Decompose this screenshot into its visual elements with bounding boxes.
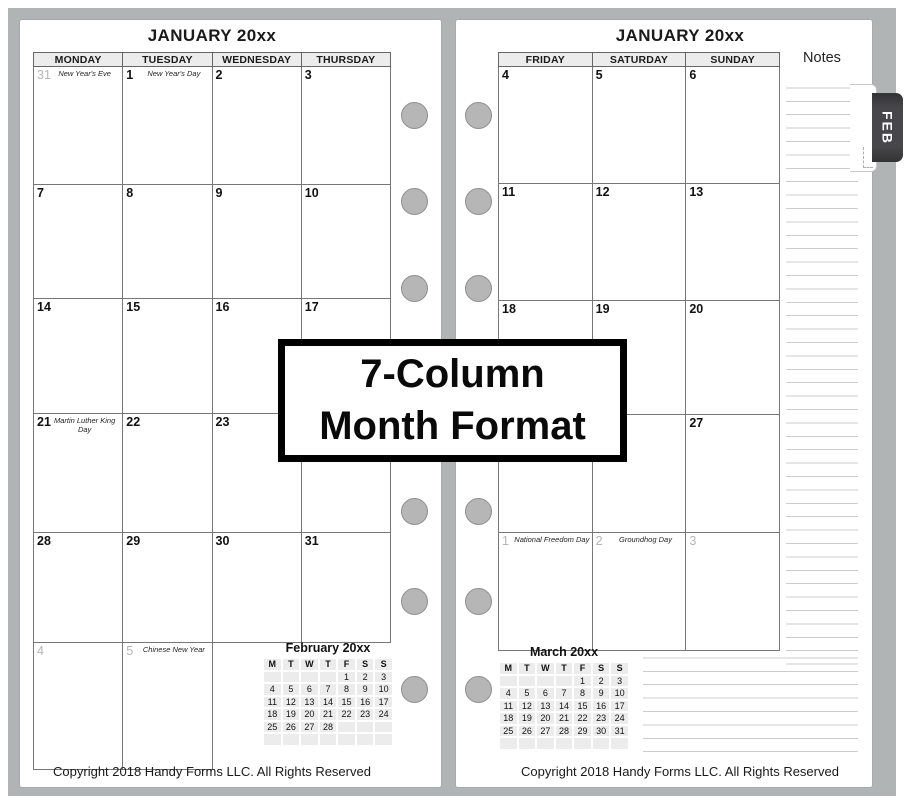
mini-day-cell: 26 bbox=[519, 726, 536, 737]
mini-day-cell bbox=[556, 738, 573, 749]
day-number: 18 bbox=[502, 302, 516, 316]
mini-day-cell: 12 bbox=[283, 697, 300, 708]
mini-day-cell: 10 bbox=[375, 684, 392, 695]
mini-day-cell: 8 bbox=[338, 684, 355, 695]
day-cell bbox=[34, 414, 123, 533]
binder-hole bbox=[465, 188, 492, 215]
mini-day-cell: 19 bbox=[519, 713, 536, 724]
binder-hole bbox=[401, 676, 428, 703]
mini-day-cell bbox=[320, 672, 337, 683]
mini-day-cell bbox=[519, 738, 536, 749]
mini-day-cell: 7 bbox=[320, 684, 337, 695]
notes-label: Notes bbox=[803, 50, 841, 66]
day-number: 4 bbox=[502, 68, 509, 82]
mini-day-cell: 1 bbox=[338, 672, 355, 683]
mini-day-cell bbox=[320, 734, 337, 745]
mini-calendar-title: February 20xx bbox=[285, 641, 371, 655]
mini-day-cell: 25 bbox=[264, 722, 281, 733]
mini-day-cell bbox=[264, 672, 281, 683]
mini-day-cell: 28 bbox=[556, 726, 573, 737]
mini-day-cell: 1 bbox=[574, 676, 591, 687]
day-header: SUNDAY bbox=[686, 53, 780, 67]
day-cell bbox=[592, 184, 686, 301]
mini-day-cell: 14 bbox=[556, 701, 573, 712]
mini-calendar-grid bbox=[498, 661, 630, 751]
mini-day-cell: 20 bbox=[301, 709, 318, 720]
mini-day-cell: 16 bbox=[593, 701, 610, 712]
binder-hole bbox=[465, 588, 492, 615]
day-cell bbox=[212, 533, 301, 643]
mini-day-cell bbox=[500, 738, 517, 749]
holiday-label: New Year's Day bbox=[147, 69, 201, 78]
day-cell bbox=[301, 185, 390, 299]
mini-day-cell bbox=[556, 676, 573, 687]
mini-day-header: T bbox=[283, 659, 300, 670]
binder-hole bbox=[465, 275, 492, 302]
day-cell bbox=[592, 67, 686, 184]
day-number: 23 bbox=[215, 415, 230, 429]
day-number: 16 bbox=[215, 300, 230, 314]
day-number: 13 bbox=[689, 185, 704, 199]
day-cell bbox=[686, 184, 780, 301]
day-number: 17 bbox=[304, 300, 319, 314]
feb-tab bbox=[872, 93, 903, 162]
day-number: 3 bbox=[304, 68, 312, 82]
mini-day-cell: 24 bbox=[375, 709, 392, 720]
day-cell bbox=[592, 533, 686, 651]
day-number: 5 bbox=[595, 68, 603, 82]
mini-day-header: S bbox=[593, 663, 610, 674]
mini-day-cell: 12 bbox=[519, 701, 536, 712]
mini-day-cell: 27 bbox=[537, 726, 554, 737]
copyright-left: Copyright 2018 Handy Forms LLC. All Rights Reserved bbox=[53, 764, 371, 779]
day-cell bbox=[499, 184, 593, 301]
mini-day-cell: 10 bbox=[611, 688, 628, 699]
notes-ruled-lines bbox=[786, 75, 858, 665]
left-month-title: JANUARY 20xx bbox=[147, 26, 277, 45]
mini-day-cell: 30 bbox=[593, 726, 610, 737]
mini-day-header: T bbox=[320, 659, 337, 670]
day-cell bbox=[34, 643, 123, 770]
day-number: 10 bbox=[304, 186, 319, 200]
mini-calendar-march bbox=[498, 645, 630, 751]
day-number: 9 bbox=[215, 186, 223, 200]
day-number: 3 bbox=[689, 534, 697, 548]
mini-day-cell: 8 bbox=[574, 688, 591, 699]
right-month-title: JANUARY 20xx bbox=[615, 26, 745, 45]
mini-day-cell: 22 bbox=[338, 709, 355, 720]
day-number: 4 bbox=[37, 644, 44, 658]
day-number: 11 bbox=[502, 185, 516, 199]
mini-day-cell: 5 bbox=[519, 688, 536, 699]
mini-day-cell: 14 bbox=[320, 697, 337, 708]
mini-day-header: W bbox=[301, 659, 318, 670]
mini-day-cell: 13 bbox=[537, 701, 554, 712]
day-number: 27 bbox=[689, 416, 704, 430]
holiday-label: Chinese New Year bbox=[142, 645, 205, 654]
binder-hole bbox=[465, 102, 492, 129]
mini-day-header: M bbox=[264, 659, 281, 670]
mini-day-header: T bbox=[519, 663, 536, 674]
mini-day-cell: 18 bbox=[264, 709, 281, 720]
binder-hole bbox=[465, 498, 492, 525]
mini-day-cell: 24 bbox=[611, 713, 628, 724]
holiday-label: New Year's Eve bbox=[58, 69, 111, 78]
day-cell bbox=[212, 185, 301, 299]
mini-day-cell: 18 bbox=[500, 713, 517, 724]
day-cell bbox=[301, 533, 390, 643]
day-number: 1 bbox=[126, 68, 134, 82]
mini-day-cell: 11 bbox=[500, 701, 517, 712]
binder-hole bbox=[401, 275, 428, 302]
mini-day-cell bbox=[301, 672, 318, 683]
mini-day-cell: 7 bbox=[556, 688, 573, 699]
mini-day-cell: 21 bbox=[556, 713, 573, 724]
mini-day-header: F bbox=[338, 659, 355, 670]
mini-day-cell bbox=[338, 734, 355, 745]
day-number: 14 bbox=[37, 300, 51, 314]
day-cell bbox=[686, 533, 780, 651]
day-cell bbox=[34, 533, 123, 643]
day-number: 31 bbox=[304, 534, 319, 548]
day-number: 19 bbox=[595, 302, 610, 316]
mini-day-cell: 3 bbox=[375, 672, 392, 683]
day-number: 29 bbox=[126, 534, 141, 548]
mini-day-cell: 20 bbox=[537, 713, 554, 724]
day-cell bbox=[686, 301, 780, 415]
day-header: SATURDAY bbox=[592, 53, 686, 67]
mini-day-cell: 4 bbox=[500, 688, 517, 699]
mini-day-cell bbox=[375, 734, 392, 745]
day-cell bbox=[499, 533, 593, 651]
mini-day-cell bbox=[519, 676, 536, 687]
mini-day-cell: 15 bbox=[338, 697, 355, 708]
binder-hole bbox=[401, 588, 428, 615]
mini-day-cell: 11 bbox=[264, 697, 281, 708]
day-header: WEDNESDAY bbox=[212, 53, 301, 67]
mini-calendar-february bbox=[262, 641, 394, 747]
mini-day-cell: 23 bbox=[593, 713, 610, 724]
mini-day-cell: 16 bbox=[357, 697, 374, 708]
mini-day-cell: 28 bbox=[320, 722, 337, 733]
day-cell bbox=[301, 67, 390, 185]
day-number: 31 bbox=[37, 68, 51, 82]
day-number: 7 bbox=[37, 186, 44, 200]
day-number: 1 bbox=[502, 534, 509, 548]
format-overlay bbox=[278, 339, 627, 462]
mini-day-header: T bbox=[556, 663, 573, 674]
feb-tab-label: FEB bbox=[879, 110, 896, 145]
day-number: 2 bbox=[595, 534, 603, 548]
mini-day-cell bbox=[283, 672, 300, 683]
binder-hole bbox=[401, 498, 428, 525]
day-cell bbox=[123, 299, 212, 414]
mini-day-cell: 2 bbox=[357, 672, 374, 683]
overlay-line2: Month Format bbox=[319, 403, 586, 448]
mini-day-header: F bbox=[574, 663, 591, 674]
mini-day-cell bbox=[338, 722, 355, 733]
mini-day-cell bbox=[611, 738, 628, 749]
day-header: TUESDAY bbox=[123, 53, 212, 67]
mini-day-cell: 4 bbox=[264, 684, 281, 695]
mini-day-cell bbox=[537, 676, 554, 687]
mini-day-cell bbox=[500, 676, 517, 687]
day-cell bbox=[123, 67, 212, 185]
mini-calendar-title: March 20xx bbox=[529, 645, 599, 659]
day-cell bbox=[123, 533, 212, 643]
mini-day-cell: 6 bbox=[301, 684, 318, 695]
binder-hole bbox=[465, 676, 492, 703]
day-cell bbox=[123, 643, 212, 770]
mini-day-cell: 13 bbox=[301, 697, 318, 708]
mini-day-cell: 17 bbox=[375, 697, 392, 708]
day-cell bbox=[34, 299, 123, 414]
day-cell bbox=[123, 414, 212, 533]
mini-day-header: M bbox=[500, 663, 517, 674]
day-number: 5 bbox=[126, 644, 134, 658]
day-number: 8 bbox=[126, 186, 134, 200]
holiday-label: Groundhog Day bbox=[619, 535, 672, 544]
mini-day-header: S bbox=[375, 659, 392, 670]
day-cell bbox=[212, 67, 301, 185]
mini-day-cell bbox=[357, 722, 374, 733]
day-header: FRIDAY bbox=[499, 53, 593, 67]
day-number: 20 bbox=[689, 302, 704, 316]
mini-day-cell: 26 bbox=[283, 722, 300, 733]
mini-day-cell: 3 bbox=[611, 676, 628, 687]
mini-day-header: S bbox=[611, 663, 628, 674]
day-cell bbox=[686, 415, 780, 533]
mini-day-cell: 9 bbox=[593, 688, 610, 699]
day-number: 22 bbox=[126, 415, 141, 429]
overlay-line1: 7-Column bbox=[360, 352, 545, 397]
day-header: THURSDAY bbox=[301, 53, 390, 67]
mini-day-header: S bbox=[357, 659, 374, 670]
mini-day-header: W bbox=[537, 663, 554, 674]
mini-day-cell: 17 bbox=[611, 701, 628, 712]
day-number: 12 bbox=[595, 185, 610, 199]
day-number: 30 bbox=[215, 534, 230, 548]
day-cell bbox=[34, 185, 123, 299]
mini-day-cell: 21 bbox=[320, 709, 337, 720]
notes-ruled-lines-bottom bbox=[643, 645, 858, 763]
mini-day-cell: 31 bbox=[611, 726, 628, 737]
mini-day-cell: 29 bbox=[574, 726, 591, 737]
day-cell bbox=[34, 67, 123, 185]
mini-day-cell: 19 bbox=[283, 709, 300, 720]
mini-day-cell bbox=[593, 738, 610, 749]
mini-day-cell bbox=[375, 722, 392, 733]
mini-day-cell bbox=[574, 738, 591, 749]
day-cell bbox=[123, 185, 212, 299]
day-header: MONDAY bbox=[34, 53, 123, 67]
mini-day-cell: 6 bbox=[537, 688, 554, 699]
day-number: 28 bbox=[37, 534, 51, 548]
day-number: 6 bbox=[689, 68, 697, 82]
mini-day-cell: 15 bbox=[574, 701, 591, 712]
mini-day-cell: 27 bbox=[301, 722, 318, 733]
mini-day-cell bbox=[357, 734, 374, 745]
mini-day-cell: 5 bbox=[283, 684, 300, 695]
mini-day-cell bbox=[537, 738, 554, 749]
day-cell bbox=[499, 67, 593, 184]
mini-day-cell: 22 bbox=[574, 713, 591, 724]
mini-day-cell: 23 bbox=[357, 709, 374, 720]
binder-hole bbox=[401, 188, 428, 215]
mini-day-cell bbox=[283, 734, 300, 745]
day-cell bbox=[686, 67, 780, 184]
mini-day-cell bbox=[301, 734, 318, 745]
mini-calendar-grid bbox=[262, 657, 394, 747]
copyright-right: Copyright 2018 Handy Forms LLC. All Rights Reserved bbox=[521, 764, 839, 779]
mini-day-cell: 25 bbox=[500, 726, 517, 737]
day-number: 2 bbox=[215, 68, 223, 82]
holiday-label: Martin Luther King Day bbox=[53, 416, 116, 434]
day-number: 15 bbox=[126, 300, 141, 314]
holiday-label: National Freedom Day bbox=[514, 535, 590, 544]
mini-day-cell bbox=[264, 734, 281, 745]
mini-day-cell: 2 bbox=[593, 676, 610, 687]
day-number: 21 bbox=[37, 415, 51, 429]
mini-day-cell: 9 bbox=[357, 684, 374, 695]
binder-hole bbox=[401, 102, 428, 129]
